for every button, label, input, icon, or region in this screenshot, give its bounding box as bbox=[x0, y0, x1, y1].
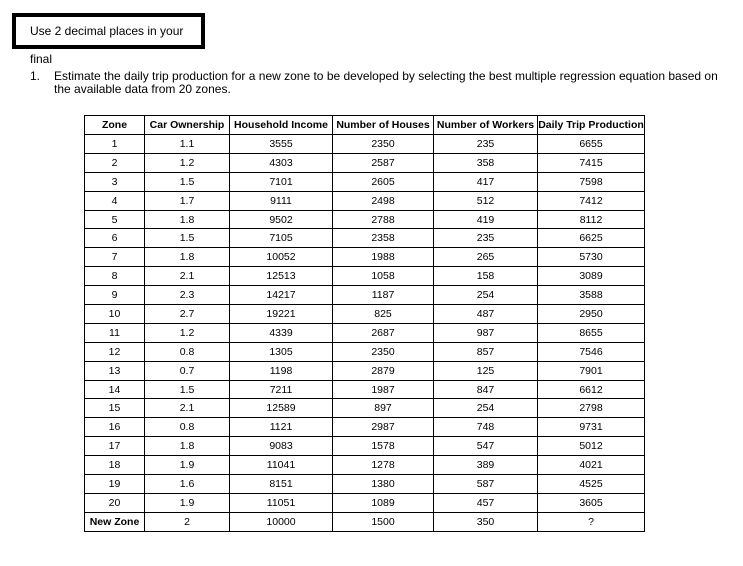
table-cell: 5012 bbox=[538, 437, 645, 456]
table-cell: 4303 bbox=[230, 153, 333, 172]
table-row bbox=[85, 248, 645, 267]
table-row bbox=[85, 380, 645, 399]
table-cell: 16 bbox=[85, 418, 145, 437]
table-cell: 3 bbox=[85, 172, 145, 191]
table-cell: 265 bbox=[434, 248, 538, 267]
table-cell: 2798 bbox=[538, 399, 645, 418]
table-cell: 17 bbox=[85, 437, 145, 456]
table-cell: 5730 bbox=[538, 248, 645, 267]
table-cell: 350 bbox=[434, 512, 538, 531]
table-cell: 2605 bbox=[333, 172, 434, 191]
table-cell: 389 bbox=[434, 456, 538, 475]
table-cell: 2.1 bbox=[145, 267, 230, 286]
table-cell: 3605 bbox=[538, 493, 645, 512]
table-cell: 1187 bbox=[333, 286, 434, 305]
table-cell: 12589 bbox=[230, 399, 333, 418]
new-zone-row bbox=[85, 512, 645, 531]
table-cell: 2987 bbox=[333, 418, 434, 437]
table-row bbox=[85, 153, 645, 172]
table-row bbox=[85, 437, 645, 456]
table-cell: 897 bbox=[333, 399, 434, 418]
column-header: Daily Trip Production bbox=[538, 116, 645, 135]
table-cell: ? bbox=[538, 512, 645, 531]
table-cell: 9111 bbox=[230, 191, 333, 210]
table-cell: 1305 bbox=[230, 342, 333, 361]
table-body bbox=[85, 135, 645, 532]
table-cell: 11 bbox=[85, 323, 145, 342]
table-cell: 7 bbox=[85, 248, 145, 267]
table-cell: 8112 bbox=[538, 210, 645, 229]
table-cell: 125 bbox=[434, 361, 538, 380]
table-cell: 1.5 bbox=[145, 229, 230, 248]
table-cell: 1.9 bbox=[145, 493, 230, 512]
table-cell: 1 bbox=[85, 135, 145, 154]
table-cell: 417 bbox=[434, 172, 538, 191]
table-cell: 487 bbox=[434, 305, 538, 324]
table-cell: 2.7 bbox=[145, 305, 230, 324]
table-row bbox=[85, 191, 645, 210]
table-cell: 6655 bbox=[538, 135, 645, 154]
table-cell: 3555 bbox=[230, 135, 333, 154]
question-number: 1. bbox=[30, 69, 41, 83]
table-cell: 12513 bbox=[230, 267, 333, 286]
table-cell: 1.8 bbox=[145, 437, 230, 456]
table-cell: 8 bbox=[85, 267, 145, 286]
table-cell: 2350 bbox=[333, 135, 434, 154]
table-cell: 748 bbox=[434, 418, 538, 437]
table-cell: 587 bbox=[434, 475, 538, 494]
column-header: Zone bbox=[85, 116, 145, 135]
table-cell: 1578 bbox=[333, 437, 434, 456]
table-header-row bbox=[85, 116, 645, 135]
table-cell: 2350 bbox=[333, 342, 434, 361]
table-cell: 0.7 bbox=[145, 361, 230, 380]
table-cell: 4021 bbox=[538, 456, 645, 475]
table-cell: 1988 bbox=[333, 248, 434, 267]
table-row bbox=[85, 135, 645, 154]
table-cell: 2950 bbox=[538, 305, 645, 324]
table-row bbox=[85, 229, 645, 248]
table-cell: 0.8 bbox=[145, 418, 230, 437]
table-cell: 10000 bbox=[230, 512, 333, 531]
table-cell: 1.5 bbox=[145, 380, 230, 399]
table-cell: 847 bbox=[434, 380, 538, 399]
table-cell: 1500 bbox=[333, 512, 434, 531]
table-cell: 2498 bbox=[333, 191, 434, 210]
table-cell: 0.8 bbox=[145, 342, 230, 361]
table-cell: 2.3 bbox=[145, 286, 230, 305]
instruction-note bbox=[12, 13, 205, 66]
table-row bbox=[85, 342, 645, 361]
table-cell: 13 bbox=[85, 361, 145, 380]
table-cell: 10052 bbox=[230, 248, 333, 267]
table-row bbox=[85, 418, 645, 437]
table-cell: 1121 bbox=[230, 418, 333, 437]
table-row bbox=[85, 305, 645, 324]
table-cell: 158 bbox=[434, 267, 538, 286]
table-cell: 9731 bbox=[538, 418, 645, 437]
table-cell: 2 bbox=[145, 512, 230, 531]
table-cell: 2.1 bbox=[145, 399, 230, 418]
column-header: Number of Houses bbox=[333, 116, 434, 135]
table-cell: 8151 bbox=[230, 475, 333, 494]
table-cell: 3588 bbox=[538, 286, 645, 305]
table-cell: 5 bbox=[85, 210, 145, 229]
table-row bbox=[85, 323, 645, 342]
table-cell: 2879 bbox=[333, 361, 434, 380]
table-row bbox=[85, 456, 645, 475]
table-cell: 9083 bbox=[230, 437, 333, 456]
table-cell: 235 bbox=[434, 229, 538, 248]
table-cell: 1.7 bbox=[145, 191, 230, 210]
table-row bbox=[85, 475, 645, 494]
table-row bbox=[85, 172, 645, 191]
table-cell: 10 bbox=[85, 305, 145, 324]
table-row bbox=[85, 399, 645, 418]
table-cell: 457 bbox=[434, 493, 538, 512]
table-cell: 2587 bbox=[333, 153, 434, 172]
table-cell: 1278 bbox=[333, 456, 434, 475]
table-cell: 4 bbox=[85, 191, 145, 210]
table-cell: 512 bbox=[434, 191, 538, 210]
table-cell: 4525 bbox=[538, 475, 645, 494]
table-cell: 19 bbox=[85, 475, 145, 494]
table-cell: 3089 bbox=[538, 267, 645, 286]
table-cell: 857 bbox=[434, 342, 538, 361]
table-cell: 1.5 bbox=[145, 172, 230, 191]
table-cell: 1058 bbox=[333, 267, 434, 286]
table-cell: 18 bbox=[85, 456, 145, 475]
table-cell: 8655 bbox=[538, 323, 645, 342]
table-cell: 419 bbox=[434, 210, 538, 229]
table-cell: 11051 bbox=[230, 493, 333, 512]
table-cell: 2687 bbox=[333, 323, 434, 342]
table-cell: 2788 bbox=[333, 210, 434, 229]
table-row bbox=[85, 286, 645, 305]
instruction-note-text: Use 2 decimal places in your final bbox=[30, 24, 184, 66]
table-cell: 6625 bbox=[538, 229, 645, 248]
table-cell: 7211 bbox=[230, 380, 333, 399]
table-cell: 1380 bbox=[333, 475, 434, 494]
table-cell: 7412 bbox=[538, 191, 645, 210]
table-cell: 1.8 bbox=[145, 210, 230, 229]
table-cell: 1.2 bbox=[145, 153, 230, 172]
table-cell: 7101 bbox=[230, 172, 333, 191]
table-row bbox=[85, 493, 645, 512]
table-cell: 1.8 bbox=[145, 248, 230, 267]
table-cell: 7415 bbox=[538, 153, 645, 172]
table-cell: 11041 bbox=[230, 456, 333, 475]
table-cell: 1198 bbox=[230, 361, 333, 380]
table-cell: 2358 bbox=[333, 229, 434, 248]
table-cell: 7546 bbox=[538, 342, 645, 361]
table-cell: 235 bbox=[434, 135, 538, 154]
table-cell: 9 bbox=[85, 286, 145, 305]
table-row bbox=[85, 361, 645, 380]
table-cell: 7598 bbox=[538, 172, 645, 191]
question-text: Estimate the daily trip production for a new zone to be developed by selecting the best multiple regression equation based on the available data from 20 zones. bbox=[54, 69, 718, 96]
table-cell: 1089 bbox=[333, 493, 434, 512]
table-cell: 19221 bbox=[230, 305, 333, 324]
table-cell: 20 bbox=[85, 493, 145, 512]
column-header: Household Income bbox=[230, 116, 333, 135]
table-row bbox=[85, 267, 645, 286]
zone-data-table bbox=[84, 115, 645, 532]
table-cell: 254 bbox=[434, 399, 538, 418]
table-cell: 15 bbox=[85, 399, 145, 418]
table-cell: 1987 bbox=[333, 380, 434, 399]
column-header: Car Ownership bbox=[145, 116, 230, 135]
table-row bbox=[85, 210, 645, 229]
table-cell: 14217 bbox=[230, 286, 333, 305]
table-cell: 1.6 bbox=[145, 475, 230, 494]
table-cell: 4339 bbox=[230, 323, 333, 342]
table-cell: 7105 bbox=[230, 229, 333, 248]
table-cell: 1.1 bbox=[145, 135, 230, 154]
new-zone-label: New Zone bbox=[85, 512, 145, 531]
table-cell: 2 bbox=[85, 153, 145, 172]
table-cell: 9502 bbox=[230, 210, 333, 229]
table-cell: 12 bbox=[85, 342, 145, 361]
table-cell: 987 bbox=[434, 323, 538, 342]
table-cell: 6612 bbox=[538, 380, 645, 399]
table-cell: 358 bbox=[434, 153, 538, 172]
column-header: Number of Workers bbox=[434, 116, 538, 135]
table-cell: 7901 bbox=[538, 361, 645, 380]
table-cell: 6 bbox=[85, 229, 145, 248]
table-cell: 825 bbox=[333, 305, 434, 324]
table-cell: 14 bbox=[85, 380, 145, 399]
table-cell: 1.9 bbox=[145, 456, 230, 475]
table-cell: 1.2 bbox=[145, 323, 230, 342]
table-cell: 254 bbox=[434, 286, 538, 305]
table-cell: 547 bbox=[434, 437, 538, 456]
